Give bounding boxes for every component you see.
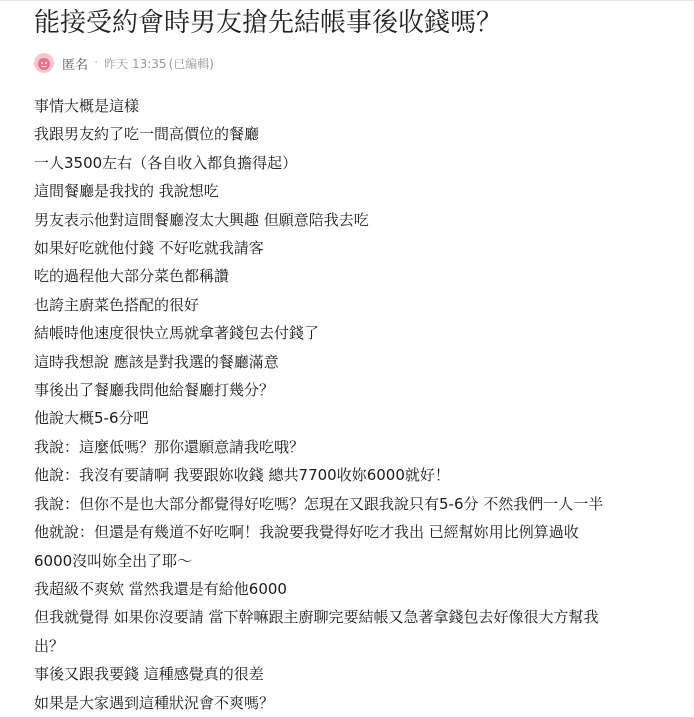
edited-label: (已編輯) — [168, 56, 214, 71]
body-line: 我跟男友約了吃一間高價位的餐廳 — [34, 125, 260, 144]
post-body — [34, 92, 674, 717]
meta-separator: · — [94, 55, 99, 71]
body-line: 我說：但你不是也大部分都覺得好吃嗎？怎現在又跟我說只有5-6分 不然我們一人一半 — [34, 494, 604, 513]
body-line: 事後出了餐廳我問他給餐廳打幾分？ — [34, 381, 275, 400]
body-line: 這間餐廳是我找的 我說想吃 — [34, 182, 219, 201]
body-line: 我說：這麼低嗎？那你還願意請我吃哦？ — [34, 437, 305, 456]
body-line: 事情大概是這樣 — [34, 97, 140, 115]
body-line: 6000沒叫妳全出了耶～ — [34, 551, 193, 570]
body-line: 也誇主廚菜色搭配的很好 — [34, 295, 200, 314]
body-line: 出？ — [34, 636, 65, 655]
post-timestamp: 昨天 13:35 — [104, 56, 167, 71]
body-line: 如果好吃就他付錢 不好吃就我請客 — [34, 239, 264, 258]
body-line: 吃的過程他大部分菜色都稱讚 — [34, 267, 230, 286]
body-line: 他就說：但還是有幾道不好吃啊！我說要我覺得好吃才我出 已經幫妳用比例算過收 — [34, 523, 579, 542]
body-line: 男友表示他對這間餐廳沒太大興趣 但願意陪我去吃 — [34, 210, 369, 229]
body-line: 事後又跟我要錢 這種感覺真的很差 — [34, 665, 264, 684]
body-line: 他說大概5-6分吧 — [34, 409, 149, 428]
body-line: 我超級不爽欸 當然我還是有給他6000 — [34, 579, 287, 598]
body-line: 這時我想說 應該是對我選的餐廳滿意 — [34, 352, 279, 371]
author-name[interactable]: 匿名 — [62, 57, 89, 73]
post-meta — [34, 52, 214, 74]
body-line: 如果是大家遇到這種狀況會不爽嗎？ — [34, 693, 275, 712]
body-line: 但我就覺得 如果你沒要請 當下幹嘛跟主廚聊完要結帳又急著拿錢包去好像很大方幫我 — [34, 608, 599, 627]
top-divider — [0, 0, 694, 1]
body-line: 結帳時他速度很快立馬就拿著錢包去付錢了 — [34, 324, 320, 343]
body-line: 一人3500左右（各自收入都負擔得起） — [34, 153, 298, 172]
user-avatar-icon[interactable] — [34, 53, 54, 73]
post-title: 能接受約會時男友搶先結帳事後收錢嗎？ — [34, 8, 503, 38]
body-line: 他說：我沒有要請啊 我要跟妳收錢 總共7700收妳6000就好！ — [34, 466, 450, 485]
user-avatar-glyph — [36, 55, 52, 71]
